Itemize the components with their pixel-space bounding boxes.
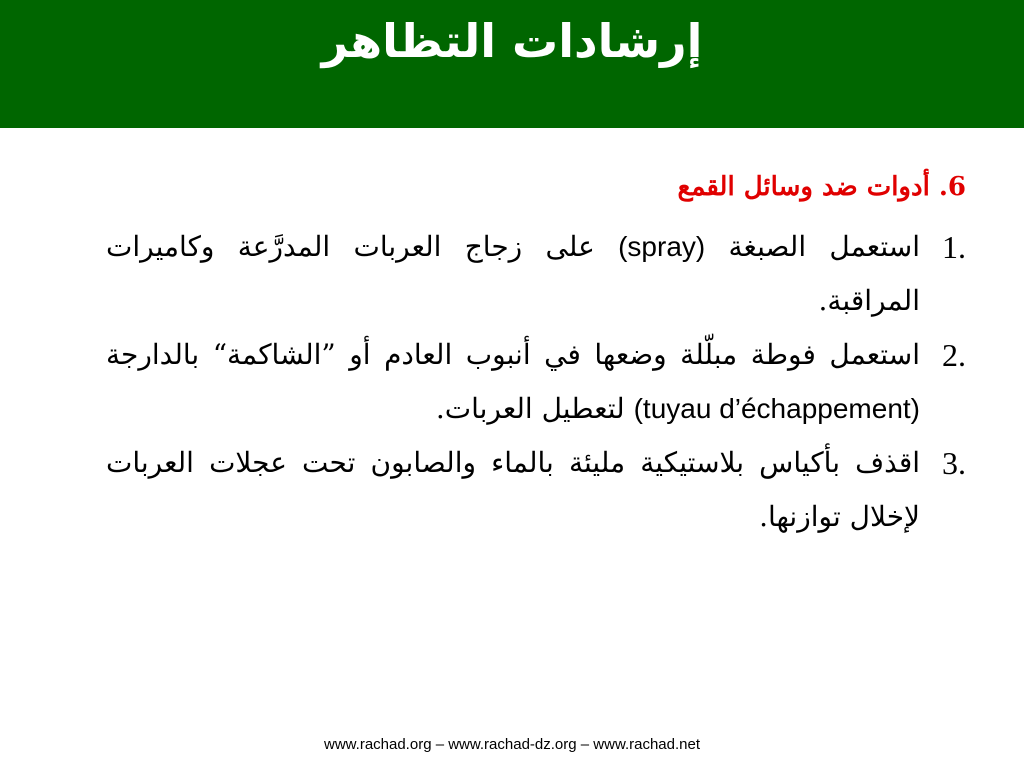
numbered-list (106, 220, 966, 544)
item-number: .3 (942, 445, 966, 481)
item-text-part: لتعطيل العربات. (435, 392, 634, 425)
item-text-part: استعمل فوطة مبلّلة وضعها في أنبوب العادم أو ”الشاكمة“ بالدارجة (106, 338, 920, 371)
item-number: .1 (942, 229, 966, 265)
item-text (106, 220, 920, 328)
item-text-part: اقذف بأكياس بلاستيكية مليئة بالماء والصابون تحت عجلات العربات لإخلال توازنها. (106, 446, 920, 533)
list-item (106, 436, 966, 544)
footer-links: www.rachad.org – www.rachad-dz.org – www.rachad.net (323, 736, 700, 753)
section-heading: 6. أدوات ضد وسائل القمع (677, 172, 966, 202)
title-bar (0, 0, 1024, 128)
slide-content (106, 172, 966, 544)
slide-title: إرشادات التظاهر (321, 14, 703, 68)
item-latin-term: (tuyau d’échappement) (633, 393, 920, 424)
item-latin-term: (spray) (618, 231, 706, 262)
item-text-part: على زجاج العربات المدرَّعة وكاميرات المراقبة. (106, 230, 920, 317)
item-text (106, 436, 920, 544)
item-text (106, 328, 920, 436)
item-number: .2 (942, 337, 966, 373)
list-item (106, 220, 966, 328)
list-item (106, 328, 966, 436)
item-text-part: استعمل الصبغة (705, 230, 921, 263)
